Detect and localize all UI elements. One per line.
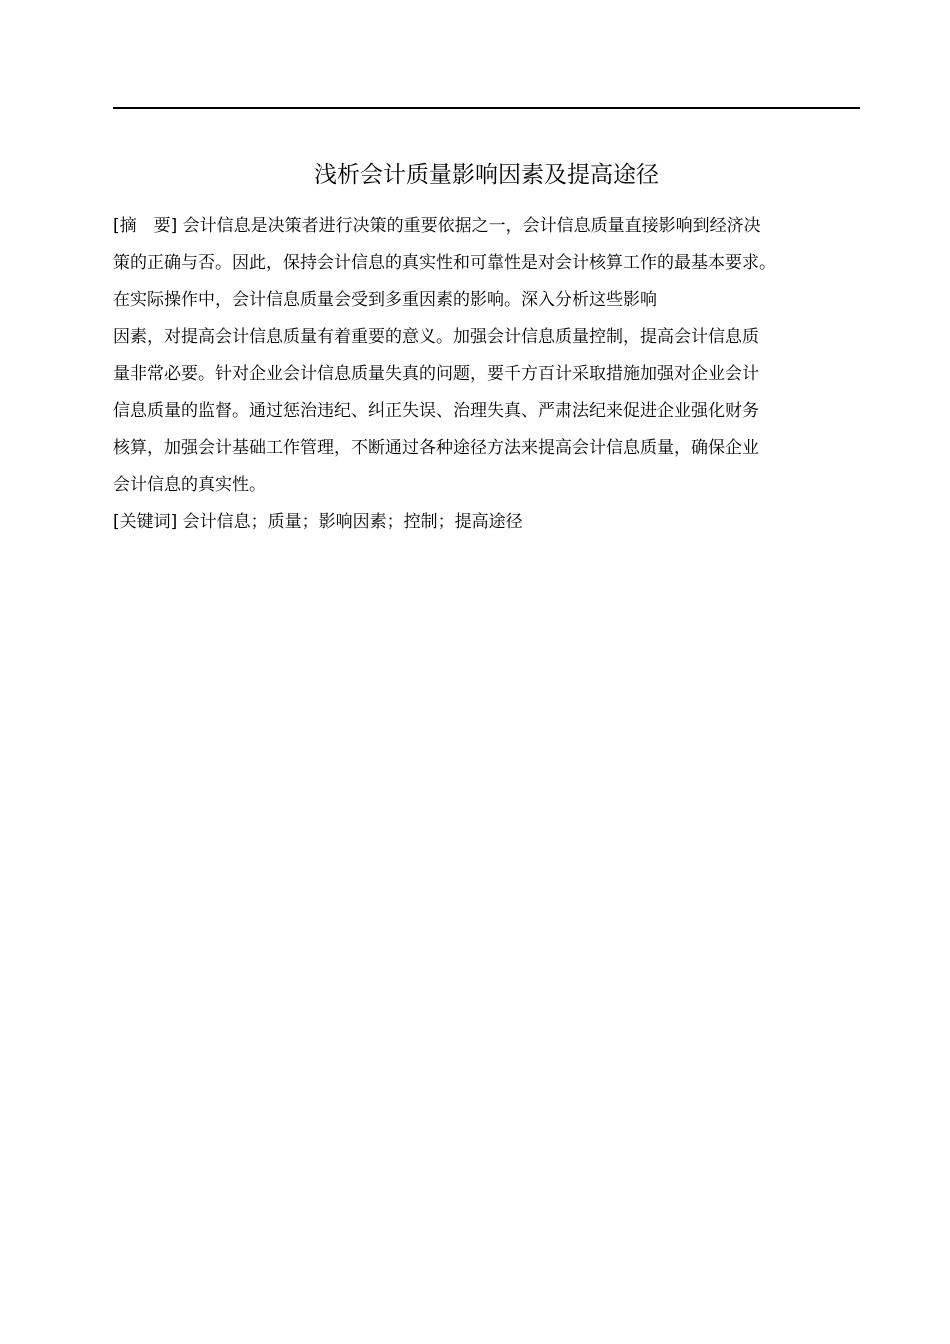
abstract-line-1 [113, 212, 873, 240]
abstract-line-3: 在实际操作中，会计信息质量会受到多重因素的影响。深入分析这些影响 [113, 290, 657, 310]
abstract-line-4: 因素，对提高会计信息质量有着重要的意义。加强会计信息质量控制，提高会计信息质 [113, 327, 759, 347]
keywords-label: [关键词] [113, 512, 178, 532]
document-title: 浅析会计质量影响因素及提高途径 [314, 162, 659, 188]
abstract-text-1: 会计信息是决策者进行决策的重要依据之一，会计信息质量直接影响到经济决 [182, 216, 761, 236]
abstract-line-5: 量非常必要。针对企业会计信息质量失真的问题，要千方百计采取措施加强对企业会计 [113, 364, 759, 384]
abstract-label: [摘 要] [113, 216, 178, 236]
keywords-line [113, 508, 873, 536]
abstract-line-8: 会计信息的真实性。 [113, 475, 266, 495]
abstract-line-2: 策的正确与否。因此，保持会计信息的真实性和可靠性是对会计核算工作的最基本要求。 [113, 253, 776, 273]
abstract-line-6: 信息质量的监督。通过惩治违纪、纠正失误、治理失真、严肃法纪来促进企业强化财务 [113, 401, 759, 421]
header-rule [113, 107, 860, 109]
abstract-line-7: 核算，加强会计基础工作管理，不断通过各种途径方法来提高会计信息质量，确保企业 [113, 438, 759, 458]
keywords-text: 会计信息；质量；影响因素；控制；提高途径 [182, 512, 523, 532]
